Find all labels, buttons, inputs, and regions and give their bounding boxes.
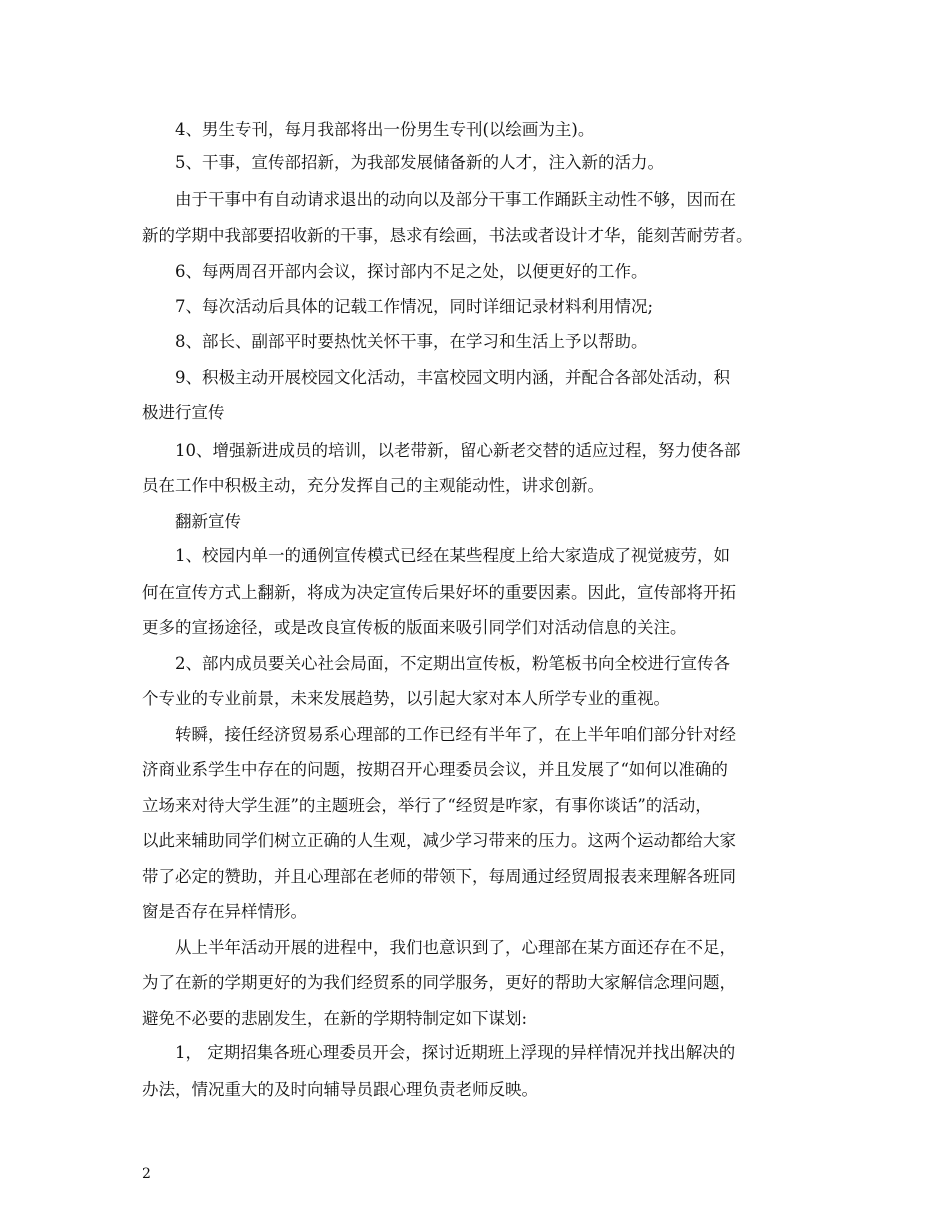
- text-line: 立场来对待大学生涯”的主题班会，举行了“经贸是咋家，有事你谈话”的活动，: [142, 796, 712, 815]
- text-line: 新的学期中我部要招收新的干事，恳求有绘画，书法或者设计才华，能刻苦耐劳者。: [142, 226, 753, 245]
- text-line: 员在工作中积极主动，充分发挥自己的主观能动性，讲求创新。: [142, 476, 604, 495]
- section-heading: 翻新宣传: [175, 512, 241, 531]
- text-line: 1、校园内单一的通例宣传模式已经在某些程度上给大家造成了视觉疲劳，如: [175, 546, 730, 565]
- text-line: 以此来辅助同学们树立正确的人生观，减少学习带来的压力。这两个运动都给大家: [142, 831, 736, 850]
- text-line: 6、每两周召开部内会议，探讨部内不足之处，以便更好的工作。: [175, 262, 648, 281]
- text-line: 避免不必要的悲剧发生，在新的学期特制定如下谋划:: [142, 1009, 528, 1028]
- text-line: 9、积极主动开展校园文化活动，丰富校园文明内涵，并配合各部处活动，积: [175, 368, 730, 387]
- text-line: 5、干事，宣传部招新，为我部发展储备新的人才，注入新的活力。: [175, 153, 664, 172]
- text-line: 办法，情况重大的及时向辅导员跟心理负责老师反映。: [142, 1080, 538, 1099]
- text-line: 为了在新的学期更好的为我们经贸系的同学服务，更好的帮助大家解信念理问题，: [142, 973, 736, 992]
- text-line: 2、部内成员要关心社会局面，不定期出宣传板，粉笔板书向全校进行宣传各: [175, 654, 730, 673]
- page-number: 2: [142, 1166, 151, 1182]
- text-line: 带了必定的赞助，并且心理部在老师的带领下，每周通过经贸周报表来理解各班同: [142, 867, 736, 886]
- text-line: 8、部长、副部平时要热忱关怀干事，在学习和生活上予以帮助。: [175, 332, 648, 351]
- text-line: 10、增强新进成员的培训，以老带新，留心新老交替的适应过程，努力使各部: [175, 441, 741, 460]
- text-line: 1， 定期招集各班心理委员开会，探讨近期班上浮现的异样情况并找出解决的: [175, 1043, 736, 1062]
- text-line: 7、每次活动后具体的记载工作情况，同时详细记录材料利用情况;: [175, 297, 654, 316]
- text-line: 从上半年活动开展的进程中，我们也意识到了，心理部在某方面还存在不足，: [175, 938, 736, 957]
- text-line: 个专业的专业前景，未来发展趋势，以引起大家对本人所学专业的重视。: [142, 689, 670, 708]
- text-line: 更多的宣扬途径，或是改良宣传板的版面来吸引同学们对活动信息的关注。: [142, 618, 687, 637]
- text-line: 转瞬，接任经济贸易系心理部的工作已经有半年了，在上半年咱们部分针对经: [175, 725, 736, 744]
- text-line: 济商业系学生中存在的问题，按期召开心理委员会议，并且发展了“如何以准确的: [142, 760, 728, 779]
- text-line: 何在宣传方式上翻新，将成为决定宣传后果好坏的重要因素。因此，宣传部将开拓: [142, 583, 736, 602]
- text-line: 由于干事中有自动请求退出的动向以及部分干事工作踊跃主动性不够，因而在: [175, 190, 736, 209]
- text-line: 4、男生专刊，每月我部将出一份男生专刊(以绘画为主)。: [175, 120, 595, 139]
- text-line: 极进行宣传: [142, 403, 225, 422]
- text-line: 窗是否存在异样情形。: [142, 902, 307, 921]
